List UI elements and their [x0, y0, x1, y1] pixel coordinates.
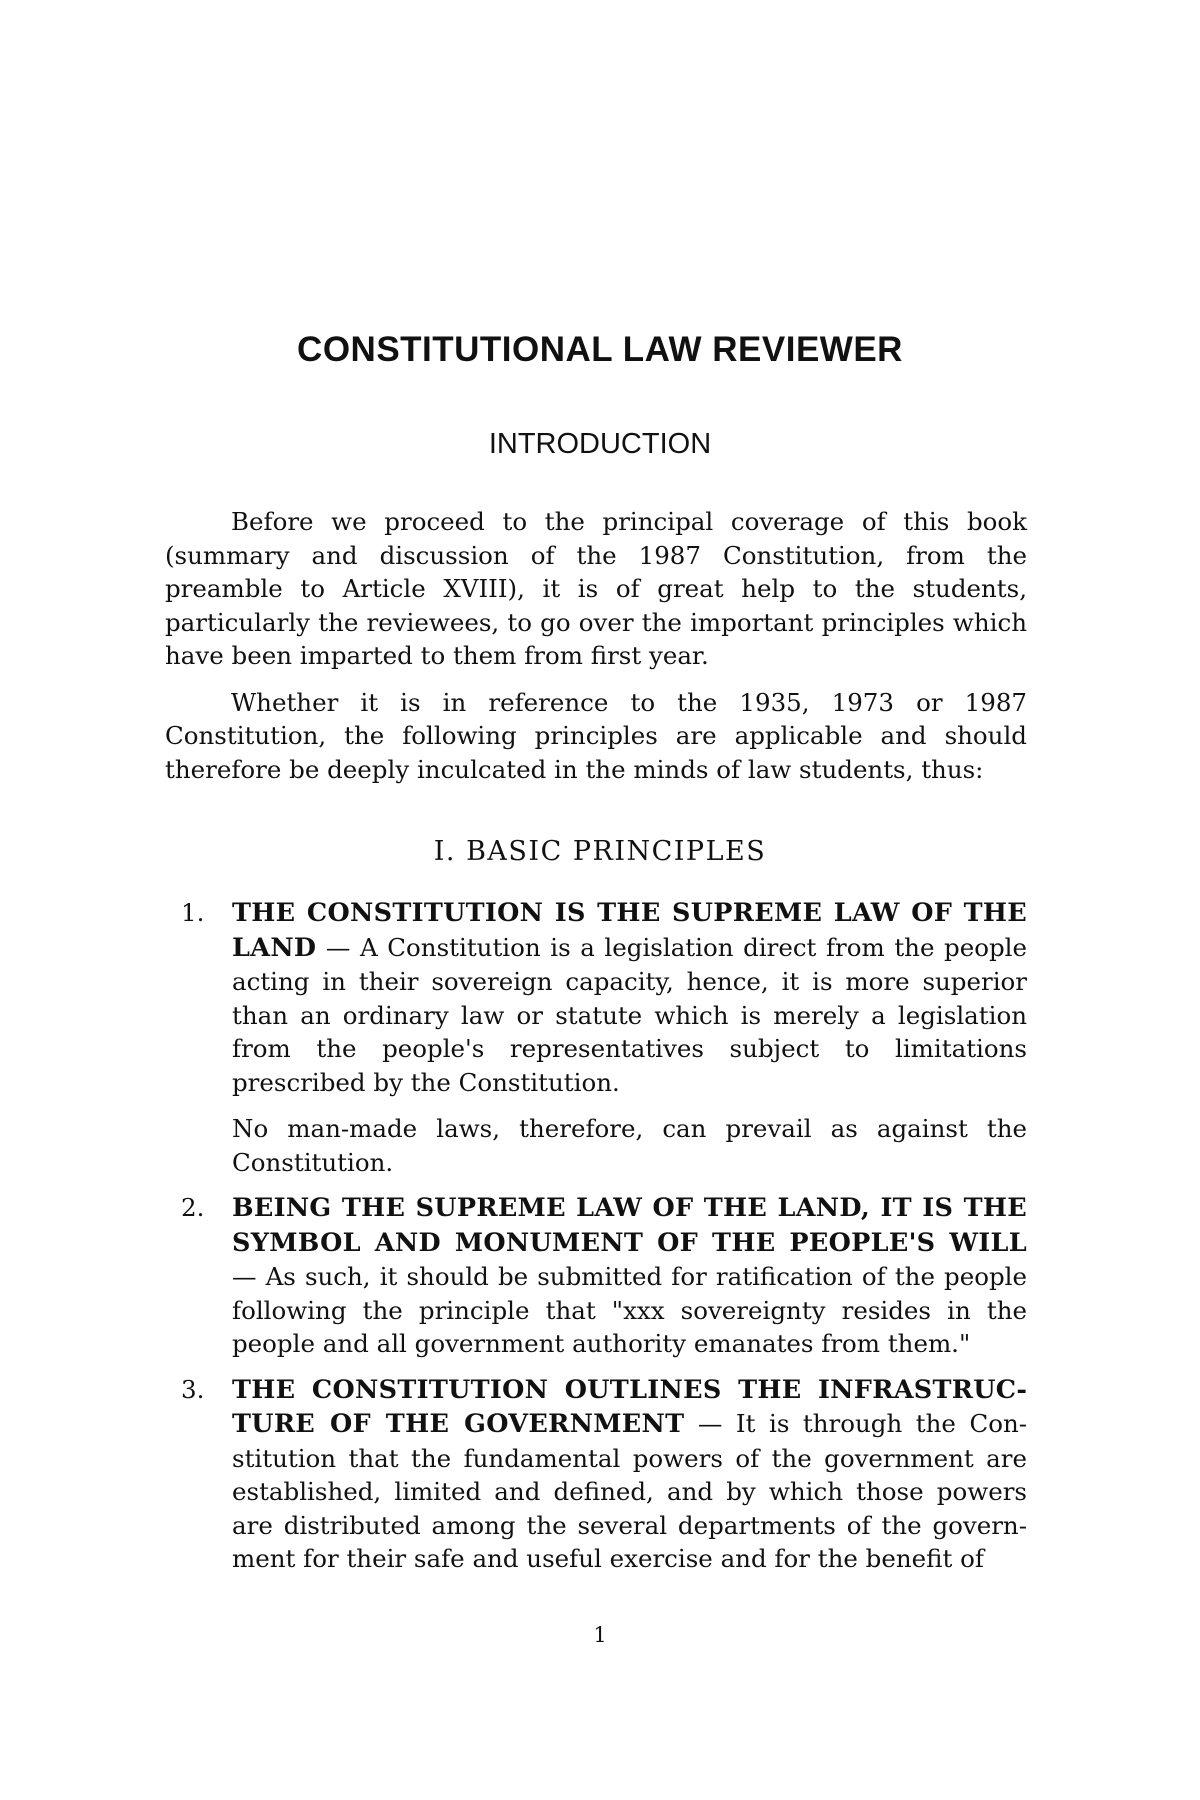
section-heading: I. BASIC PRINCIPLES: [433, 836, 767, 867]
principle-heading: THE CONSTITUTION IS THE SUPREME LAW OF THE LAND: [232, 898, 1027, 963]
principle-text: — A Constitution is a legislation direct from the people acting in their sovereign capacity, hence, it is more superior than an ordinary law or statute which is merely a legislation from the people's representatives subject to limitations prescribed by the Constitution.: [232, 932, 1027, 1097]
principle-number: 3.: [181, 1374, 205, 1404]
page-number: 1: [593, 1623, 607, 1647]
principle-paragraph: [232, 1191, 1027, 1361]
intro-paragraph: Whether it is in reference to the 1935, 1973 or 1987 Constitution, the following principles are applicable and should therefore be deeply inculcated in the minds of law students, thus:: [165, 687, 1027, 784]
introduction-body: [165, 505, 1027, 799]
principle-number: 1.: [181, 898, 205, 927]
principle-item: [0, 896, 1027, 1179]
introduction-heading: INTRODUCTION: [488, 428, 712, 460]
intro-paragraph: Before we proceed to the principal coverage of this book (summary and discussion of the 1987 Constitution, from the preamble to Article XVIII), it is of great help to the students, particularly the reviewees, to go over the important principles which have been imparted to them from first year.: [165, 507, 1027, 670]
principle-text: — As such, it should be submitted for ratification of the people following the principle that "xxx sovereignty resides in the people and all government authority emanates from them.": [232, 1262, 1027, 1358]
principle-paragraph: [232, 896, 1027, 1099]
principle-text: — It is through the Constitution that the fundamental powers of the government are established, limited and defined, and by which those powers are distributed among the several departments of the government for their safe and useful exercise and for the benefit of: [232, 1409, 1028, 1573]
principle-heading: BEING THE SUPREME LAW OF THE LAND, IT IS THE SYMBOL AND MONUMENT OF THE PEOPLE'S WILL: [232, 1193, 1027, 1258]
principle-heading: THE CONSTITUTION OUTLINES THE INFRASTRUCTURE OF THE GOVERNMENT: [232, 1374, 1027, 1439]
principle-item: [0, 1373, 1027, 1576]
principle-number: 2.: [181, 1193, 205, 1222]
principle-extra-paragraph: No man-made laws, therefore, can prevail as against the Constitution.: [232, 1114, 1027, 1177]
principle-paragraph: [232, 1373, 1027, 1576]
principles-list: [0, 896, 1200, 1588]
document-title: CONSTITUTIONAL LAW REVIEWER: [297, 330, 903, 369]
principle-item: [0, 1191, 1027, 1361]
